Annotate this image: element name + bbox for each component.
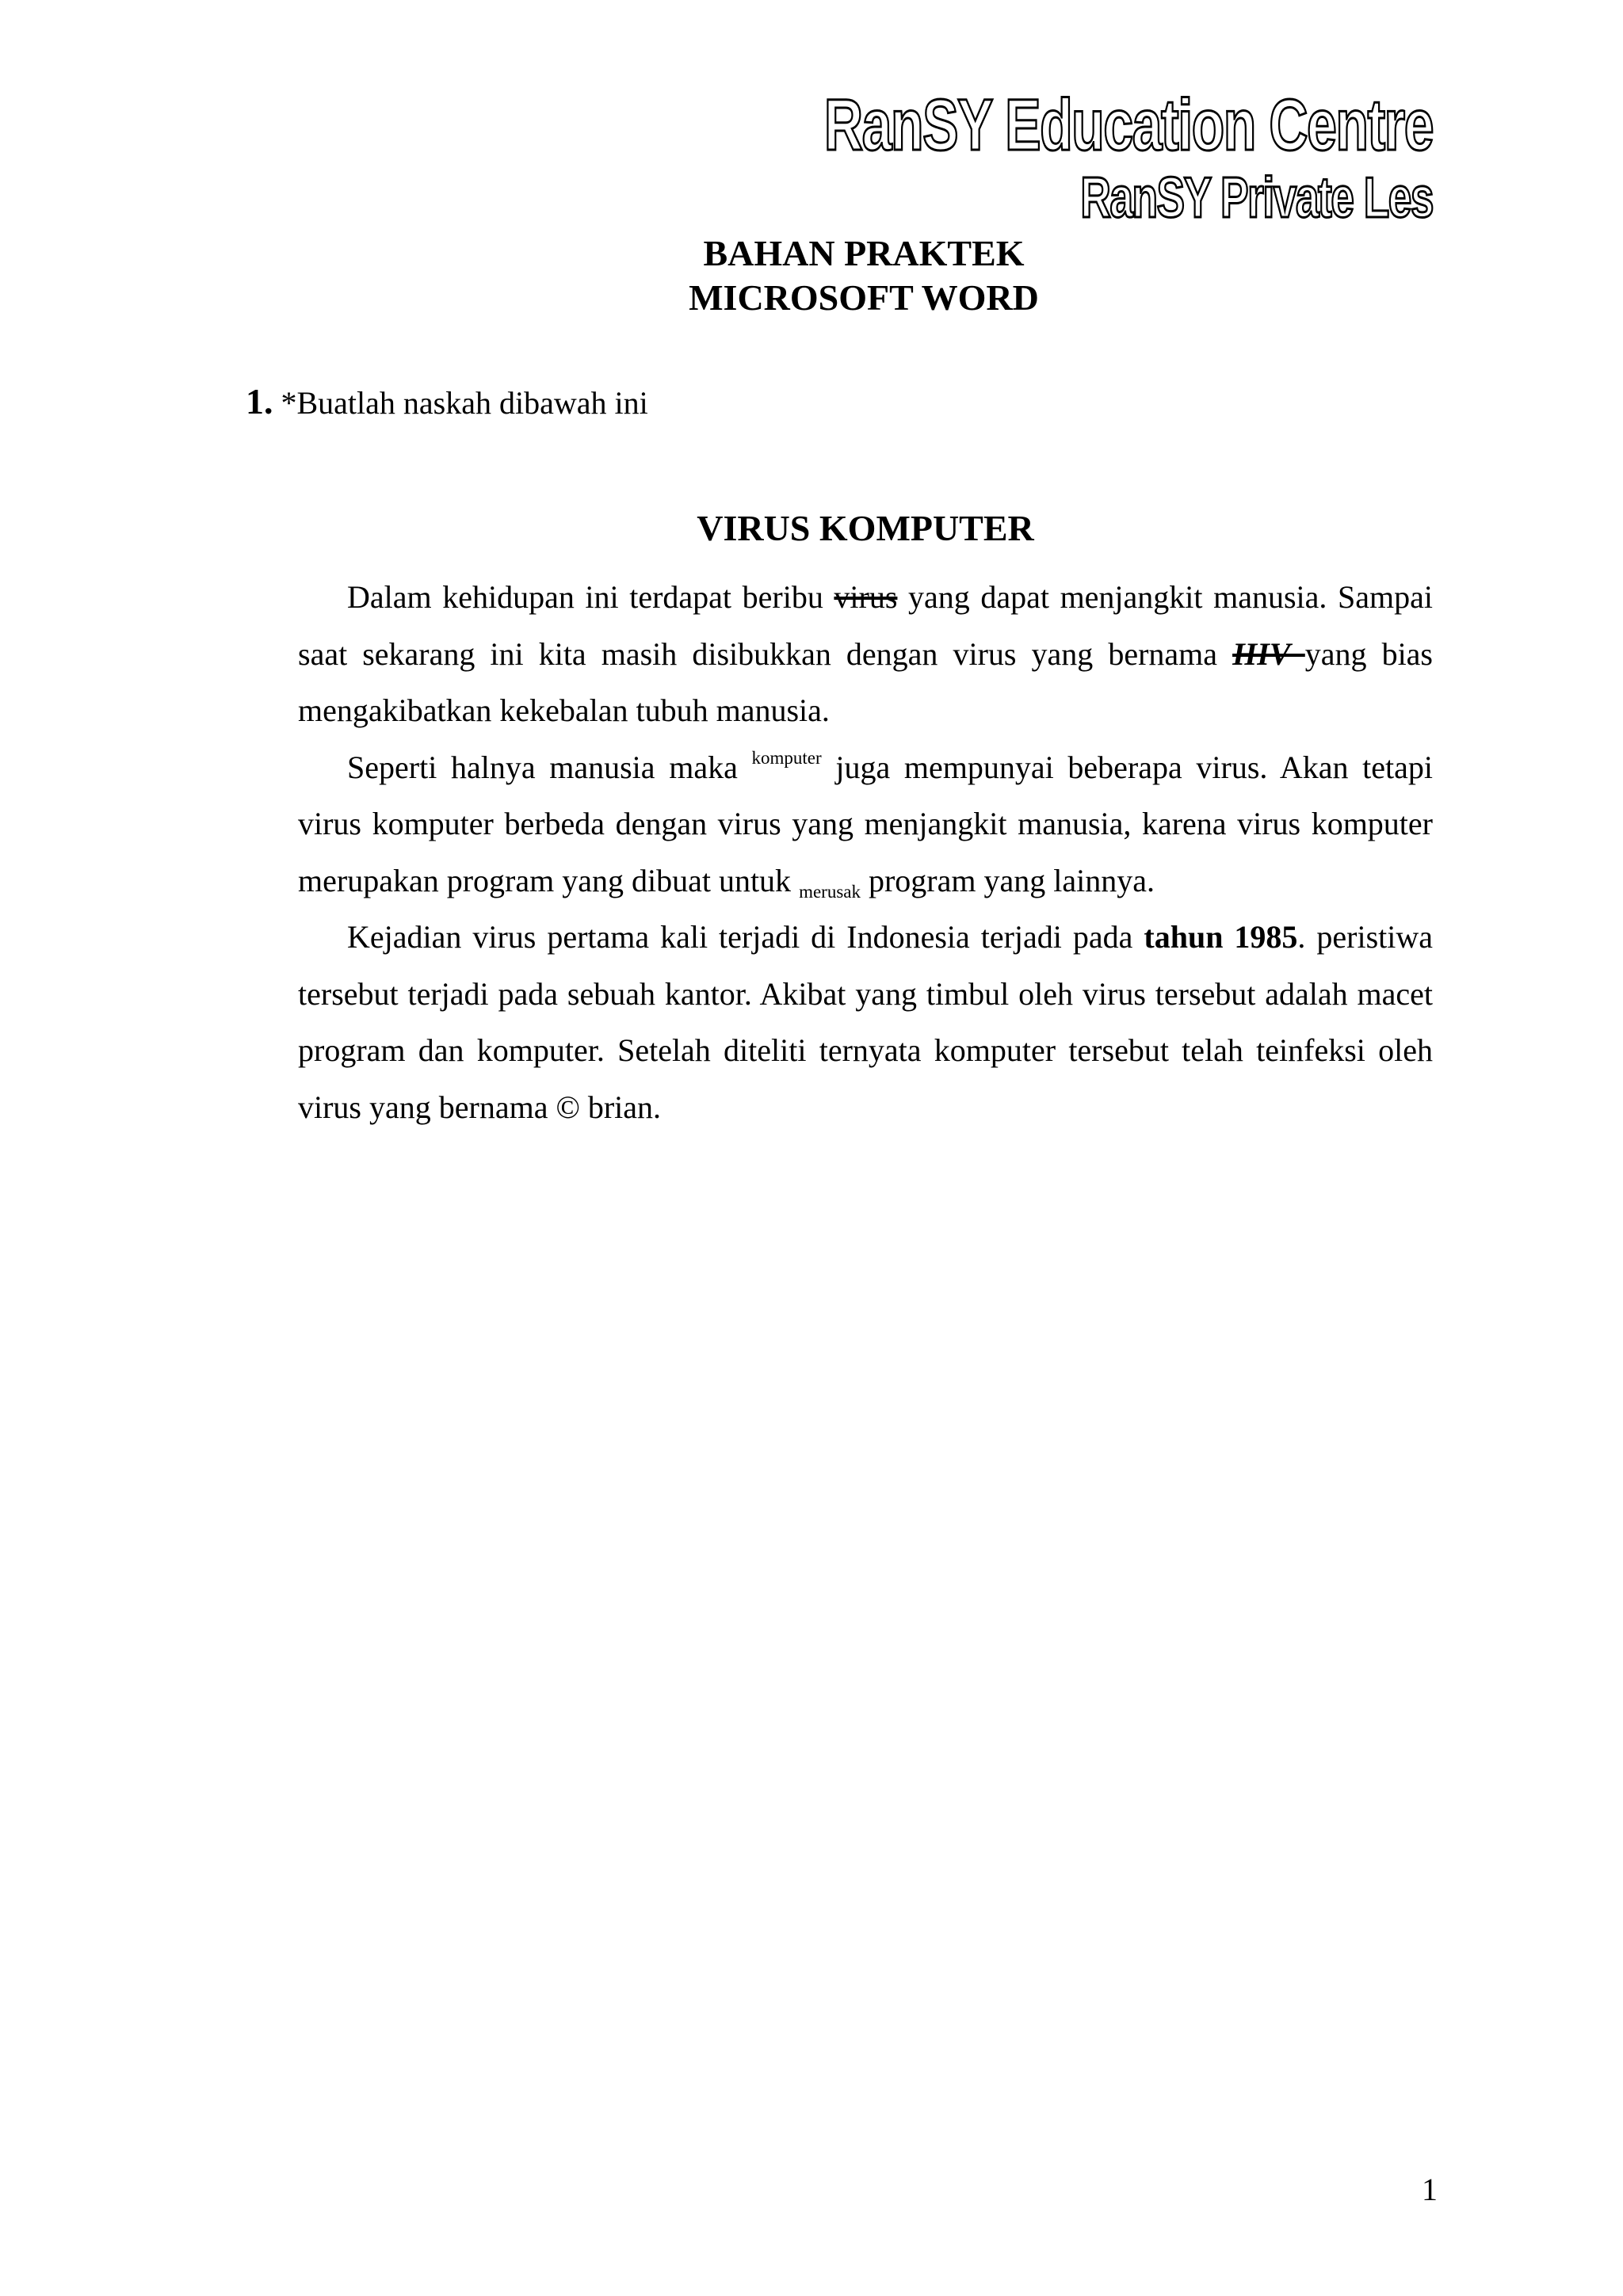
logo-education-centre: RanSY Education Centre [823,85,1433,166]
instruction-number: 1. [246,381,273,421]
p2-subscript-word: merusak [799,881,861,902]
p1-strike-word: virus [834,579,898,615]
p3-text-a: Kejadian virus pertama kali terjadi di Indonesia terjadi pada [347,919,1144,955]
article-body [298,569,1433,1135]
paragraph-2 [298,739,1433,910]
instruction-marker: * [281,385,297,421]
instruction [246,380,648,422]
article-title: VIRUS KOMPUTER [697,508,1034,548]
p1-text-b: yang dapat menjangkit manusia. Sampai saat sekarang ini kita masih disibukkan dengan virus yang bernama [298,579,1433,672]
logo-private-les: RanSY Private Les [1080,166,1433,230]
header-logo [610,85,1433,230]
p1-text-a: Dalam kehidupan ini terdapat beribu [347,579,834,615]
paragraph-1 [298,569,1433,739]
p1-text-c: yang bias mengakibatkan kekebalan tubuh manusia. [298,635,1434,728]
p2-text-b: juga mempunyai beberapa virus. Akan tetapi virus komputer berbeda dengan virus yang menjangkit manusia, karena virus komputer merupakan program yang dibuat untuk [298,749,1433,898]
p3-bold-year: tahun 1985 [1144,919,1298,955]
p2-text-c: program yang lainnya. [860,862,1155,898]
p3-text-b: . peristiwa tersebut terjadi pada sebuah kantor. Akibat yang timbul oleh virus tersebut adalah macet program dan komputer. Setelah diteliti ternyata komputer tersebut telah teinfeksi oleh virus yang bernama © brian. [298,919,1433,1125]
p1-hiv-word: HIV [1232,635,1305,672]
page-number: 1 [1422,2172,1438,2207]
p2-superscript-word: komputer [751,747,822,768]
title-line-1: BAHAN PRAKTEK [703,233,1025,273]
document-title [0,231,1623,320]
instruction-text: Buatlah naskah dibawah ini [296,385,648,421]
p2-text-a: Seperti halnya manusia maka [347,749,752,785]
title-line-2: MICROSOFT WORD [689,277,1039,318]
paragraph-3 [298,909,1433,1135]
